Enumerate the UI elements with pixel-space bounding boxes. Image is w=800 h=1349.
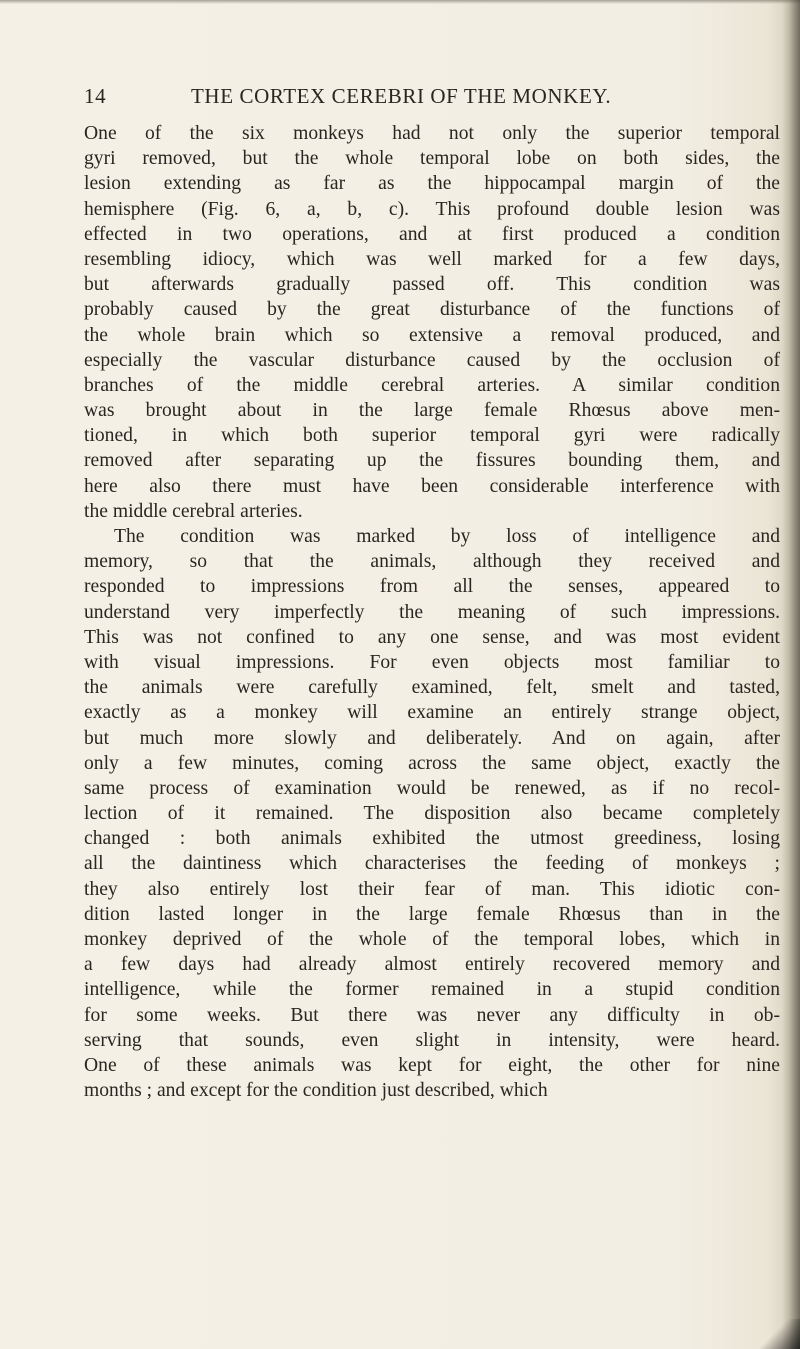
- text-line: here also there must have been considerable interference with: [84, 475, 780, 497]
- text-line: only a few minutes, coming across the same object, exactly the: [84, 752, 780, 774]
- text-line: serving that sounds, even slight in intensity, were heard.: [84, 1029, 780, 1051]
- running-title: THE CORTEX CEREBRI OF THE MONKEY.: [191, 84, 612, 108]
- text-line: the whole brain which so extensive a removal produced, and: [84, 324, 780, 346]
- text-line: the animals were carefully examined, felt, smelt and tasted,: [84, 677, 780, 699]
- text-line: This was not confined to any one sense, and was most evident: [84, 626, 780, 648]
- text-line: a few days had already almost entirely recovered memory and: [84, 954, 780, 976]
- text-line: but much more slowly and deliberately. And on again, after: [84, 727, 780, 749]
- text-line: gyri removed, but the whole temporal lobe on both sides, the: [84, 148, 780, 170]
- page-top-edge: [0, 0, 800, 4]
- text-line: for some weeks. But there was never any difficulty in ob-: [84, 1004, 780, 1026]
- text-line: with visual impressions. For even objects most familiar to: [84, 651, 780, 673]
- text-line: intelligence, while the former remained in a stupid condition: [84, 979, 780, 1001]
- text-line: the middle cerebral arteries.: [84, 500, 303, 522]
- text-line: was brought about in the large female Rhœsus above men-: [84, 400, 780, 422]
- page-right-edge-shadow: [782, 0, 800, 1349]
- text-line: lection of it remained. The disposition also became completely: [84, 803, 780, 825]
- text-line: removed after separating up the fissures bounding them, and: [84, 450, 780, 472]
- text-line: understand very imperfectly the meaning of such impressions.: [84, 601, 780, 623]
- text-line: especially the vascular disturbance caused by the occlusion of: [84, 349, 780, 371]
- text-line: probably caused by the great disturbance of the functions of: [84, 299, 780, 321]
- text-line: memory, so that the animals, although they received and: [84, 551, 780, 573]
- text-line: hemisphere (Fig. 6, a, b, c). This profound double lesion was: [84, 198, 780, 220]
- text-line: monkey deprived of the whole of the temporal lobes, which in: [84, 929, 780, 950]
- text-line: tioned, in which both superior temporal gyri were radically: [84, 425, 780, 447]
- text-line: same process of examination would be renewed, as if no recol-: [84, 777, 780, 799]
- running-header: [84, 84, 714, 112]
- text-line: effected in two operations, and at first produced a condition: [84, 223, 780, 245]
- text-line: One of the six monkeys had not only the superior temporal: [84, 123, 780, 144]
- text-line: branches of the middle cerebral arteries. A similar condition: [84, 374, 780, 396]
- text-line: dition lasted longer in the large female Rhœsus than in the: [84, 903, 780, 925]
- page-corner-shadow: [760, 1319, 800, 1349]
- text-line: they also entirely lost their fear of man. This idiotic con-: [84, 878, 780, 900]
- text-line: all the daintiness which characterises the feeding of monkeys ;: [84, 853, 780, 875]
- text-line: One of these animals was kept for eight, the other for nine: [84, 1054, 780, 1076]
- body-text: [84, 121, 780, 1103]
- text-line: changed : both animals exhibited the utmost greediness, losing: [84, 828, 780, 850]
- text-line: responded to impressions from all the senses, appeared to: [84, 576, 780, 598]
- text-line: but afterwards gradually passed off. This condition was: [84, 274, 780, 296]
- text-line: months ; and except for the condition just described, which: [84, 1080, 548, 1102]
- text-line: The condition was marked by loss of intelligence and: [114, 526, 780, 547]
- text-line: lesion extending as far as the hippocampal margin of the: [84, 173, 780, 195]
- text-line: resembling idiocy, which was well marked for a few days,: [84, 248, 780, 270]
- page-number: 14: [84, 84, 107, 108]
- text-line: exactly as a monkey will examine an entirely strange object,: [84, 702, 780, 724]
